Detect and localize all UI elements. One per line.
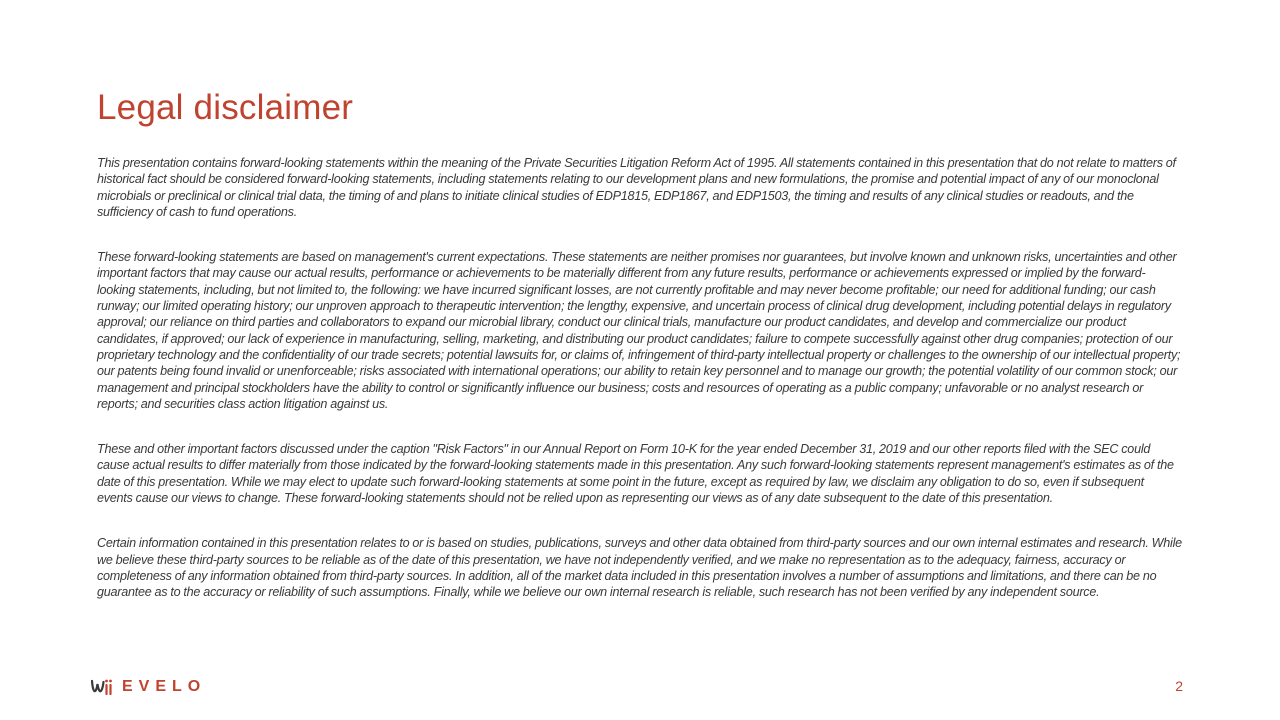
disclaimer-paragraph-3: These and other important factors discussed under the caption "Risk Factors" in our Annual Report on Form 10-K for the year ended December 31, 2019 and our other reports filed with the SEC could cause actual results to differ materially from those indicated by the forward-looking statements made in this presentation. Any such forward-looking statements represent management's estimates as of the date of this presentation. While we may elect to update such forward-looking statements at some point in the future, except as required by law, we disclaim any obligation to do so, even if subsequent events cause our views to change. These forward-looking statements should not be relied upon as representing our views as of any date subsequent to the date of this presentation. [97,442,1174,506]
disclaimer-paragraph-2: These forward-looking statements are based on management's current expectations. These statements are neither promises nor guarantees, but involve known and unknown risks, uncertainties and other important factors that may cause our actual results, performance or achievements to be materially different from any future results, performance or achievements expressed or implied by the forward-looking statements, including, but not limited to, the following: we have incurred significant losses, are not currently profitable and may never become profitable; our need for additional funding; our cash runway; our limited operating history; our unproven approach to therapeutic intervention; the lengthy, expensive, and uncertain process of clinical drug development, including potential delays in regulatory approval; our reliance on third parties and collaborators to expand our microbial library, conduct our clinical trials, manufacture our product candidates, and develop and commercialize our product candidates, if approved; our lack of experience in manufacturing, selling, marketing, and distributing our product candidates; failure to compete successfully against other drug companies; protection of our proprietary technology and the confidentiality of our trade secrets; potential lawsuits for, or claims of, infringement of third-party intellectual property or challenges to the ownership of our intellectual property; our patents being found invalid or unenforceable; risks associated with international operations; our ability to retain key personnel and to manage our growth; the potential volatility of our common stock; our management and principal stockholders have the ability to control or significantly influence our business; costs and resources of operating as a public company; unfavorable or no analyst research or reports; and securities class action litigation against us. [97,250,1181,411]
company-logo [91,676,206,698]
disclaimer-paragraph-1: This presentation contains forward-looking statements within the meaning of the Private Securities Litigation Reform Act of 1995. All statements contained in this presentation that do not relate to matters of historical fact should be considered forward-looking statements, including statements relating to our development plans and new formulations, the promise and potential impact of any of our monoclonal microbials or preclinical or clinical trial data, the timing of and plans to initiate clinical studies of EDP1815, EDP1867, and EDP1503, the timing and results of any clinical studies or readouts, and the sufficiency of cash to fund operations. [97,156,1176,219]
evelo-wave-logo-icon [91,676,119,698]
page-number: 2 [1175,678,1183,694]
page-title: Legal disclaimer [97,88,354,127]
logo-wordmark: EVELO [122,678,207,695]
disclaimer-body [97,155,1182,630]
disclaimer-paragraph-4: Certain information contained in this presentation relates to or is based on studies, publications, surveys and other data obtained from third-party sources and our own internal estimates and research. While we believe these third-party sources to be reliable as of the date of this presentation, we have not independently verified, and we make no representation as to the adequacy, fairness, accuracy or completeness of any information obtained from third-party sources. In addition, all of the market data included in this presentation involves a number of assumptions and limitations, and there can be no guarantee as to the accuracy or reliability of such assumptions. Finally, while we believe our own internal research is reliable, such research has not been verified by any independent source. [97,536,1182,600]
